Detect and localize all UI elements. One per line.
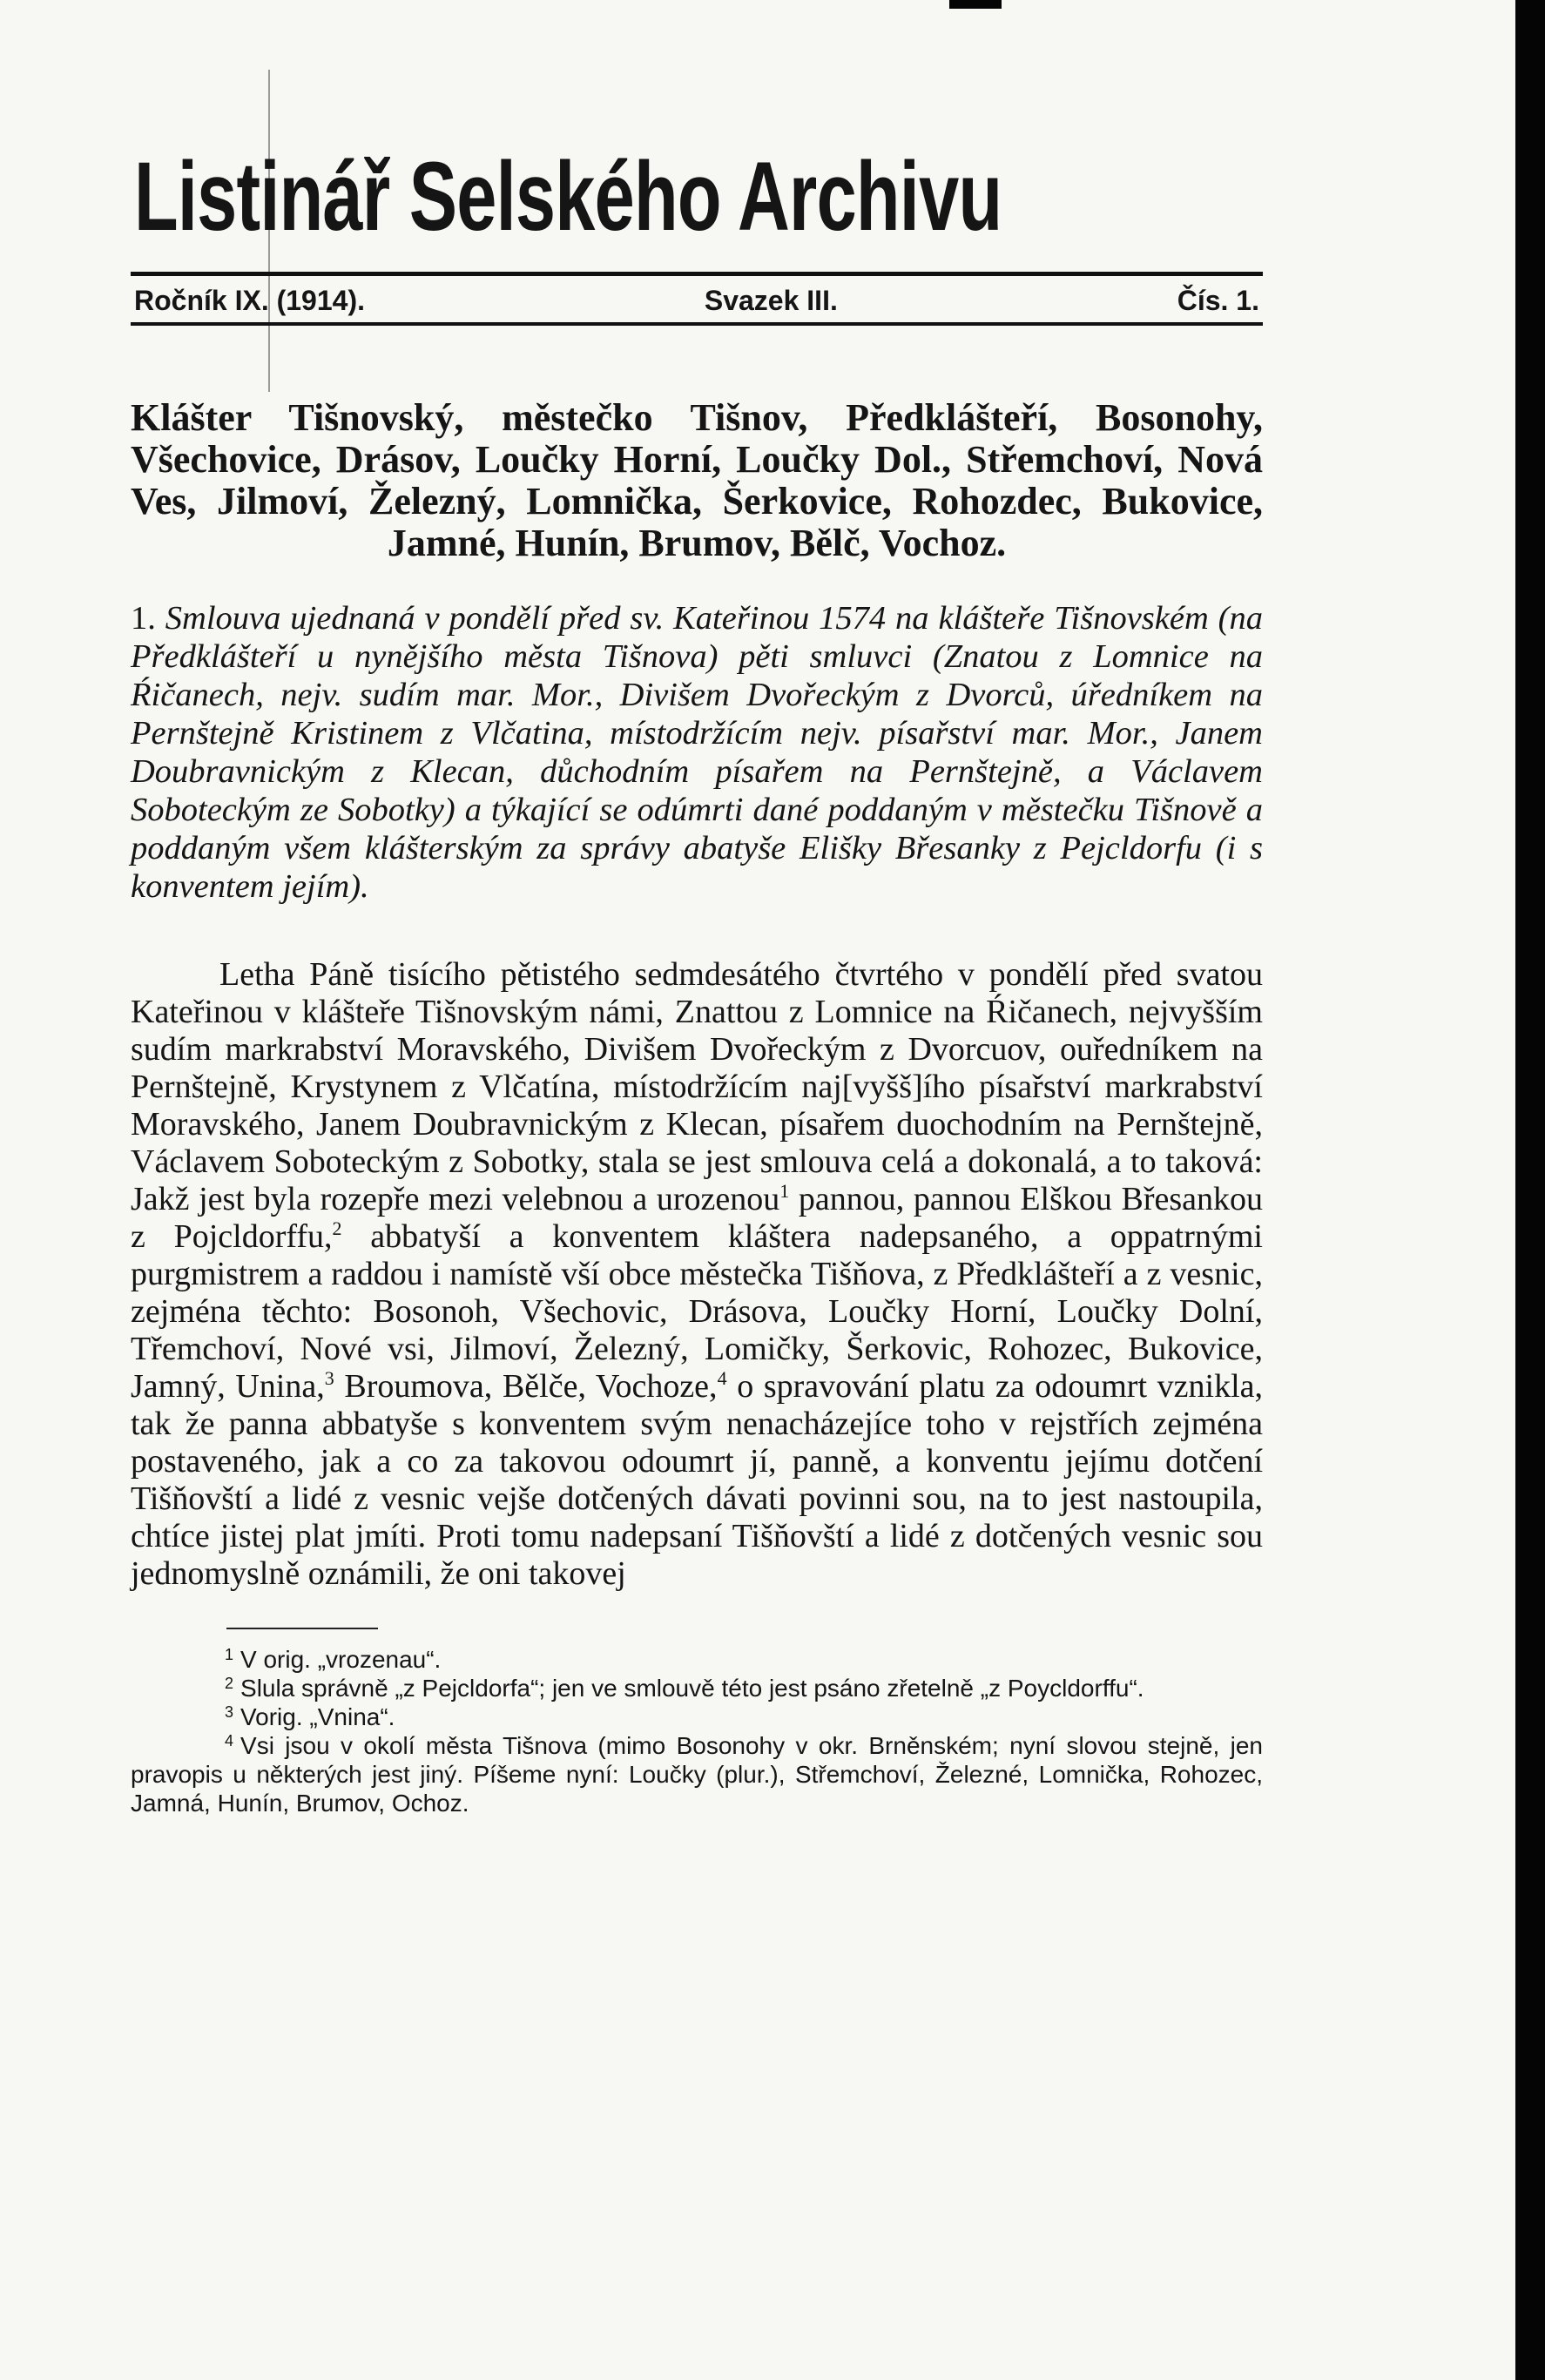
footnote-mark: 3 [225, 1703, 234, 1721]
volume-label: Ročník IX. (1914). [134, 285, 365, 316]
scan-frame-top-mark [949, 0, 1002, 9]
footnotes [131, 1645, 1263, 1817]
summary-text: Smlouva ujednaná v pondělí před sv. Kateřinou 1574 na klášteře Tišnovském (na Předklášteří u nynějšího města Tišnova) pěti smluvci (Znatou z Lomnice na Ŕičanech, nejv. sudím mar. Mor., Divišem Dvořeckým z Dvorců, úředníkem na Pernštejně Kristinem z Vlčatina, místodržícím nejv. písařství mar. Mor., Janem Doubravnickým z Klecan, důchodním písařem na Pernštejně, a Václavem Soboteckým ze Sobotky) a týkající se odúmrti dané poddaným v městečku Tišnově a poddaným všem klášterským za správy abatyše Elišky Břesanky z Pejcldorfu (i s konventem jejím). [131, 600, 1263, 905]
footnote-text: Vorig. „Vnina“. [240, 1703, 395, 1730]
document-summary [131, 599, 1263, 906]
issue-number: Čís. 1. [1177, 285, 1259, 316]
footnote-ref: 1 [779, 1180, 790, 1202]
summary-number: 1. [131, 600, 156, 637]
footnote [131, 1731, 1263, 1817]
footnote [131, 1702, 1263, 1731]
masthead-title: Listinář Selského Archivu [134, 142, 1002, 251]
footnote-text: Vsi jsou v okolí města Tišnova (mimo Bosonohy v okr. Brněnském; nyní slovou stejně, jen pravopis u některých jest jiný. Píšeme nyní: Loučky (plur.), Střemchoví, Železné, Lomnička, Rohozec, Jamná, Hunín, Brumov, Ochoz. [131, 1732, 1263, 1817]
footnote-mark: 2 [225, 1675, 234, 1692]
part-label: Svazek III. [704, 285, 838, 316]
document-body [131, 956, 1263, 1593]
footnote-text: V orig. „vrozenau“. [240, 1646, 442, 1673]
footnote [131, 1674, 1263, 1702]
footnote-mark: 4 [225, 1732, 234, 1750]
page [131, 142, 1264, 1817]
footnote [131, 1645, 1263, 1674]
footnote-text: Slula správně „z Pejcldorfa“; jen ve smlouvě této jest psáno zřetelně „z Poycldorffu“. [240, 1675, 1144, 1702]
footnote-ref: 3 [324, 1367, 334, 1389]
footnote-divider [226, 1628, 378, 1629]
footnote-ref: 2 [332, 1217, 342, 1239]
issue-line [131, 276, 1263, 322]
body-text-part: Letha Páně tisícího pětistého sedmdesátého čtvrtého v pondělí před svatou Kateřinou v klášteře Tišnovským námi, Znattou z Lomnice na Ŕičanech, nejvyšším sudím markrabství Moravského, Divišem Dvořeckým z Dvorcuov, ouředníkem na Pernštejně, Krystynem z Vlčatína, místodržícím naj[vyšš]ího písařství markrabství Moravského, Janem Doubravnickým z Klecan, písařem duochodním na Pernštejně, Václavem Soboteckým z Sobotky, stala se jest smlouva celá a dokonalá, a to taková: Jakž jest byla rozepře mezi velebnou a urozenou [131, 956, 1263, 1217]
places-heading: Klášter Tišnovský, městečko Tišnov, Předklášteří, Bosonohy, Všechovice, Drásov, Loučky Horní, Loučky Dol., Střemchoví, Nová Ves, Jilmoví, Železný, Lomnička, Šerkovice, Rohozdec, Bukovice, Jamné, Hunín, Brumov, Bělč, Vochoz. [131, 396, 1263, 564]
body-text-part: abbatyší a konventem kláštera nadepsaného, a oppatrnými purgmistrem a raddou i namístě vší obce městečka Tišňova, z Předklášteří a z vesnic, zejména těchto: Bosonoh, Všechovic, Drásova, Loučky Horní, Loučky Dolní, Třemchoví, Nové vsi, Jilmoví, Železný, Lomičky, Šerkovic, Rohozec, Bukovice, Jamný, Unina, [131, 1218, 1263, 1405]
scan-frame-edge [1515, 0, 1545, 2380]
footnote-mark: 1 [225, 1646, 234, 1663]
footnote-ref: 4 [717, 1367, 727, 1389]
body-text-part: o spravování platu za odoumrt vznikla, tak že panna abbatyše s konventem svým nenacházejíce toho v rejstřích zejména postaveného, jak a co za takovou odoumrt jí, panně, a konventu jejímu dotčení Tišňovští a lidé z vesnic vejše dotčených dávati povinni sou, na to jest nastoupila, chtíce jistej plat jmíti. Proti tomu nadepsaní Tišňovští a lidé z dotčených vesnic sou jednomyslně oznámili, že oni takovej [131, 1368, 1263, 1592]
body-text-part: pannou, pannou Elškou Břesankou z Pojcldorffu, [131, 1181, 1264, 1255]
body-text-part: Broumova, Bělče, Vochoze, [334, 1368, 718, 1405]
issue-rule [131, 322, 1263, 326]
